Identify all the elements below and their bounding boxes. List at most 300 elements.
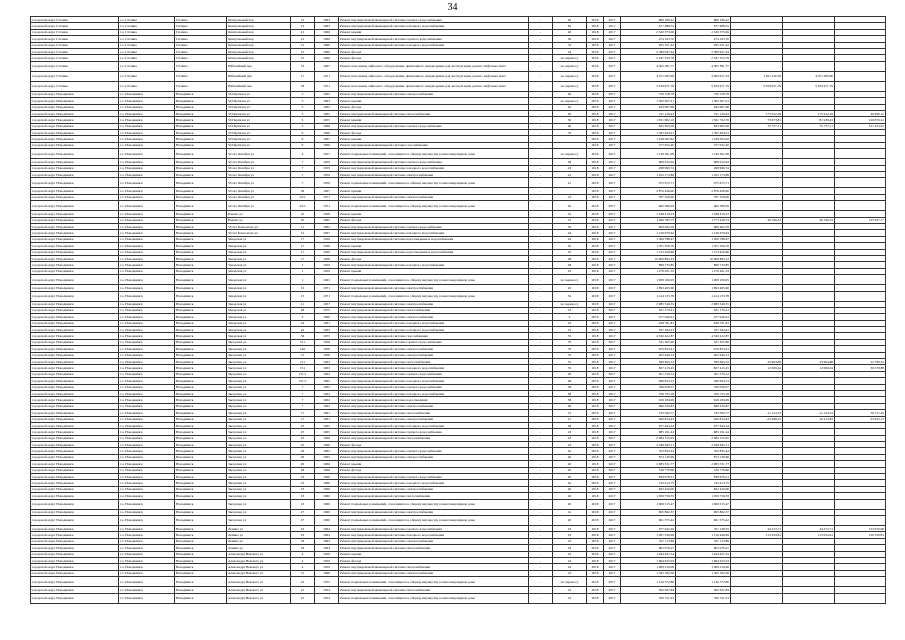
cell-quantity: 55 [553, 359, 587, 365]
cell-settlement: г.о. Новодвинск [119, 509, 175, 515]
cell-settlement: г.о. Новодвинск [119, 467, 175, 473]
cell-quantity: 41 [553, 172, 587, 178]
cell-street: 50 Партизан ул [227, 91, 291, 97]
cell-plan_year: 2018 [587, 352, 604, 358]
cell-unit: - [529, 307, 553, 313]
cell-settlement: г.о. Новодвинск [119, 378, 175, 384]
cell-cost: 787 329,00 [621, 194, 676, 200]
cell-work: Ремонт внутридомовой инженерной системы горячего водоснабжения [339, 384, 529, 390]
cell-work: Ремонт внутридомовой инженерной системы холодного водоснабжения [339, 390, 529, 396]
cell-extra: 30 311,29 [835, 410, 886, 416]
cell-extra: 125 937,77 [835, 217, 886, 223]
cell-work: Ремонт внутридомовой инженерной системы теплоснабжения [339, 564, 529, 570]
cell-year: 1965 [315, 104, 339, 110]
cell-quantity: по переносу [553, 577, 587, 587]
cell-unit: - [529, 29, 553, 35]
cell-year: 1966 [315, 29, 339, 35]
cell-locality: Новодвинск [175, 249, 227, 255]
cell-total: 1 120 572,80 [676, 577, 731, 587]
cell-work: Ремонт внутридомовой инженерной системы электроснабжения [339, 301, 529, 307]
cell-street: Ленина ул [227, 526, 291, 532]
cell-cost: 2 389 947,24 [621, 48, 676, 54]
cell-locality: Новодвинск [175, 301, 227, 307]
cell-house: 29 [291, 461, 315, 467]
cell-year: 1975 [315, 577, 339, 587]
cell-locality: Новодвинск [175, 194, 227, 200]
cell-plan_year: 2018 [587, 410, 604, 416]
cell-settlement: г.о. Гатчина [119, 81, 175, 91]
cell-plan_year: 2018 [587, 416, 604, 422]
cell-year: 1958 [315, 346, 339, 352]
page-number: 34 [447, 2, 458, 13]
cell-street: Александра Невского ул [227, 593, 291, 603]
cell-locality: Новодвинск [175, 159, 227, 165]
cell-done_year: 2017 [604, 397, 621, 403]
cell-house: 5 [291, 104, 315, 110]
cell-municipality: городской округ Новодвинск [31, 422, 119, 428]
cell-municipality: городской округ Гатчина [31, 55, 119, 61]
cell-year: 1961 [315, 320, 339, 326]
cell-street: Заводская ул [227, 301, 291, 307]
cell-quantity: 43 [553, 538, 587, 544]
cell-locality: Новодвинск [175, 291, 227, 301]
cell-year: 1971 [315, 81, 339, 91]
cell-work: Ремонт фасада [339, 442, 529, 448]
cell-done_year: 2017 [604, 509, 621, 515]
cell-work: Ремонт внутридомовой инженерной системы теплоснабжения [339, 493, 529, 499]
cell-done_year: 2017 [604, 71, 621, 81]
cell-plan_year: 2018 [587, 29, 604, 35]
cell-locality: Гатчина [175, 55, 227, 61]
cell-settlement: г.о. Новодвинск [119, 403, 175, 409]
cell-done_year: 2017 [604, 461, 621, 467]
cell-street: Ленина ул [227, 532, 291, 538]
cell-quantity: 43 [553, 545, 587, 551]
cell-municipality: городской округ Новодвинск [31, 397, 119, 403]
cell-work: Ремонт внутридомовой инженерной системы холодного водоснабжения [339, 320, 529, 326]
cell-unit: - [529, 142, 553, 148]
cell-cost: 474 193,70 [621, 36, 676, 42]
cell-locality: Гатчина [175, 36, 227, 42]
cell-year: 1955 [315, 117, 339, 123]
cell-done_year: 2017 [604, 81, 621, 91]
cell-work: Ремонт внутридомовой инженерной системы холодного водоснабжения [339, 327, 529, 333]
cell-year: 1959 [315, 178, 339, 188]
cell-settlement: г.о. Новодвинск [119, 557, 175, 563]
cell-house: 17 [291, 236, 315, 242]
cell-settlement: г.о. Новодвинск [119, 314, 175, 320]
cell-settlement: г.о. Новодвинск [119, 217, 175, 223]
cell-budget: -11 124,53 [783, 410, 835, 416]
cell-municipality: городской округ Новодвинск [31, 545, 119, 551]
cell-unit: - [529, 587, 553, 593]
cell-year: 1968 [315, 570, 339, 576]
cell-work: Ремонт внутридомовой инженерной системы теплоснабжения [339, 410, 529, 416]
cell-total: 277 052,40 [676, 142, 731, 148]
cell-settlement: г.о. Гатчина [119, 61, 175, 71]
cell-year: 1975 [315, 307, 339, 313]
cell-municipality: городской округ Новодвинск [31, 352, 119, 358]
cell-year: 1962 [315, 378, 339, 384]
cell-settlement: г.о. Новодвинск [119, 159, 175, 165]
cell-plan_year: 2018 [587, 61, 604, 71]
cell-unit: - [529, 98, 553, 104]
cell-unit: - [529, 194, 553, 200]
cell-settlement: г.о. Гатчина [119, 42, 175, 48]
cell-locality: Новодвинск [175, 422, 227, 428]
cell-work: Ремонт внутридомовой инженерной системы электроснабжения [339, 570, 529, 576]
cell-done_year: 2017 [604, 36, 621, 42]
cell-total: 3 064 617,54 [676, 71, 731, 81]
cell-year: 1960 [315, 509, 339, 515]
cell-quantity: 41 [553, 178, 587, 188]
cell-unit: - [529, 201, 553, 211]
cell-total: 405 649,14 [676, 352, 731, 358]
cell-settlement: г.о. Гатчина [119, 29, 175, 35]
cell-house: 151 [291, 359, 315, 365]
cell-street: Заводская ул [227, 291, 291, 301]
cell-plan_year: 2018 [587, 48, 604, 54]
cell-cost: 1 306 788,47 [621, 236, 676, 242]
cell-settlement: г.о. Новодвинск [119, 454, 175, 460]
cell-work: Ремонт внутридомовой инженерной системы холодного водоснабжения [339, 422, 529, 428]
cell-street: Александра Невского ул [227, 551, 291, 557]
cell-quantity: 45 [553, 243, 587, 249]
cell-settlement: г.о. Новодвинск [119, 236, 175, 242]
cell-settlement: г.о. Новодвинск [119, 551, 175, 557]
cell-done_year: 2017 [604, 454, 621, 460]
cell-unit: - [529, 81, 553, 91]
cell-work: Ремонт подвальных помещений, относящихся к общему имуществу в многоквартирном доме [339, 275, 529, 285]
cell-done_year: 2017 [604, 211, 621, 217]
cell-cost: 743 592,77 [621, 410, 676, 416]
cell-settlement: г.о. Новодвинск [119, 142, 175, 148]
cell-total: 4 305 381,77 [676, 61, 731, 71]
cell-street: 50 лет Октября ул [227, 201, 291, 211]
cell-quantity: 30 [553, 223, 587, 229]
cell-street: Заводская ул [227, 320, 291, 326]
cell-total: 690 256,87 [676, 403, 731, 409]
cell-plan_year: 2018 [587, 17, 604, 23]
cell-street: Звездочка ул [227, 429, 291, 435]
cell-extra: 130 550,81 [835, 532, 886, 538]
cell-unit: - [529, 359, 553, 365]
cell-unit: - [529, 223, 553, 229]
cell-extra: 22 786,52 [835, 359, 886, 365]
cell-cost: 822 420,00 [621, 486, 676, 492]
cell-done_year: 2017 [604, 410, 621, 416]
cell-plan_year: 2018 [587, 268, 604, 274]
cell-quantity: 23 [553, 526, 587, 532]
cell-budget [783, 577, 835, 587]
cell-fund [731, 178, 783, 188]
cell-year: 1964 [315, 538, 339, 544]
cell-quantity: 58 [553, 390, 587, 396]
cell-unit: - [529, 117, 553, 123]
cell-settlement: г.о. Новодвинск [119, 320, 175, 326]
cell-work: Ремонт внутридомовой инженерной системы холодного водоснабжения [339, 23, 529, 29]
cell-locality: Новодвинск [175, 480, 227, 486]
cell-year: 1963 [315, 365, 339, 371]
cell-work: Ремонт внутридомовой инженерной системы горячего водоснабжения [339, 371, 529, 377]
cell-street: Звездочка ул [227, 390, 291, 396]
cell-quantity: 44 [553, 236, 587, 242]
cell-cost: 1 051 902,16 [621, 117, 676, 123]
cell-street: Звездочка ул [227, 467, 291, 473]
cell-total: 2 049 945,11 [676, 442, 731, 448]
cell-cost: 1 893 465,60 [621, 285, 676, 291]
cell-year: 1965 [315, 91, 339, 97]
cell-year: 1966 [315, 55, 339, 61]
cell-settlement: г.о. Новодвинск [119, 230, 175, 236]
table-row [31, 275, 886, 285]
cell-year: 1971 [315, 285, 339, 291]
cell-quantity: 58 [553, 397, 587, 403]
cell-house: 7 [291, 165, 315, 171]
cell-work: Ремонт внутридомовой инженерной системы холодного водоснабжения [339, 532, 529, 538]
cell-settlement: г.о. Новодвинск [119, 123, 175, 129]
cell-street: Звездочка ул [227, 480, 291, 486]
cell-work: Ремонт фасада [339, 217, 529, 223]
cell-work: Ремонт внутридомовой инженерной системы электроснабжения [339, 538, 529, 544]
cell-unit: - [529, 365, 553, 371]
cell-unit: - [529, 467, 553, 473]
cell-municipality: городской округ Новодвинск [31, 320, 119, 326]
cell-unit: - [529, 390, 553, 396]
cell-year: 1958 [315, 352, 339, 358]
cell-total: 2 084 155,95 [676, 435, 731, 441]
cell-house: 18 [291, 81, 315, 91]
cell-house: 23 [291, 486, 315, 492]
cell-total: 961 575,42 [676, 516, 731, 526]
cell-house: 5 [291, 98, 315, 104]
cell-plan_year: 2018 [587, 98, 604, 104]
cell-settlement: г.о. Новодвинск [119, 538, 175, 544]
cell-work: Ремонт фасада [339, 130, 529, 136]
cell-cost: 766 058,57 [621, 384, 676, 390]
cell-house: 15 [291, 285, 315, 291]
cell-municipality: городской округ Новодвинск [31, 98, 119, 104]
cell-total: 931 179,41 [676, 307, 731, 313]
cell-year: 1966 [315, 442, 339, 448]
cell-cost: 1 664 625,03 [621, 557, 676, 563]
cell-locality: Новодвинск [175, 587, 227, 593]
cell-unit: - [529, 149, 553, 159]
cell-work: Ремонт внутридомовой инженерной системы горячего водоснабжения [339, 36, 529, 42]
cell-locality: Новодвинск [175, 346, 227, 352]
cell-municipality: городской округ Новодвинск [31, 577, 119, 587]
cell-quantity: 20 [553, 201, 587, 211]
cell-total: 295 321,42 [676, 42, 731, 48]
cell-settlement: г.о. Новодвинск [119, 149, 175, 159]
cell-total: 501 576,12 [676, 371, 731, 377]
cell-done_year: 2017 [604, 29, 621, 35]
cell-work: Ремонт фасада [339, 104, 529, 110]
cell-locality: Новодвинск [175, 333, 227, 339]
cell-total: 1 944 447,54 [676, 551, 731, 557]
cell-year: 1961 [315, 410, 339, 416]
cell-locality: Гатчина [175, 29, 227, 35]
cell-quantity: 40 [553, 104, 587, 110]
cell-house: 18 [291, 545, 315, 551]
cell-municipality: городской округ Новодвинск [31, 285, 119, 291]
cell-settlement: г.о. Новодвинск [119, 429, 175, 435]
cell-quantity: 46 [553, 378, 587, 384]
cell-extra [835, 149, 886, 159]
cell-plan_year: 2018 [587, 545, 604, 551]
cell-done_year: 2017 [604, 416, 621, 422]
cell-plan_year: 2018 [587, 557, 604, 563]
cell-done_year: 2017 [604, 55, 621, 61]
cell-locality: Новодвинск [175, 243, 227, 249]
cell-total: 1 009 515,47 [676, 499, 731, 509]
cell-plan_year: 2018 [587, 371, 604, 377]
cell-fund: 46 796,33 [731, 217, 783, 223]
cell-cost: 2 084 155,95 [621, 435, 676, 441]
cell-year: 1971 [315, 291, 339, 301]
cell-settlement: г.о. Новодвинск [119, 499, 175, 509]
cell-house: 15 [291, 570, 315, 576]
table-row [31, 178, 886, 188]
cell-done_year: 2017 [604, 587, 621, 593]
cell-total: 763 835,44 [676, 448, 731, 454]
cell-house: 9 [291, 130, 315, 136]
cell-street: Заводская ул [227, 327, 291, 333]
cell-house: 25 [291, 422, 315, 428]
cell-street: Ленина ул [227, 545, 291, 551]
cell-done_year: 2017 [604, 61, 621, 71]
cell-done_year: 2017 [604, 42, 621, 48]
cell-total: 562 647,84 [676, 587, 731, 593]
cell-done_year: 2017 [604, 104, 621, 110]
cell-done_year: 2017 [604, 123, 621, 129]
cell-done_year: 2017 [604, 165, 621, 171]
cell-work: Ремонт крыши [339, 461, 529, 467]
cell-unit: - [529, 448, 553, 454]
table-row [31, 516, 886, 526]
cell-work: Ремонт внутридомовой инженерной системы горячего водоснабжения [339, 429, 529, 435]
cell-work: Ремонт подвальных помещений, относящихся к общему имуществу в многоквартирном доме [339, 291, 529, 301]
cell-work: Ремонт внутридомовой инженерной системы теплоснабжения [339, 435, 529, 441]
cell-locality: Новодвинск [175, 327, 227, 333]
cell-locality: Новодвинск [175, 149, 227, 159]
cell-unit: - [529, 422, 553, 428]
cell-plan_year: 2018 [587, 188, 604, 194]
cell-settlement: г.о. Новодвинск [119, 545, 175, 551]
cell-done_year: 2017 [604, 301, 621, 307]
cell-settlement: г.о. Новодвинск [119, 359, 175, 365]
cell-plan_year: 2018 [587, 223, 604, 229]
cell-quantity: по переносу [553, 71, 587, 81]
cell-unit: - [529, 320, 553, 326]
cell-street: Звездочка ул [227, 365, 291, 371]
cell-year: 1959 [315, 551, 339, 557]
cell-locality: Новодвинск [175, 352, 227, 358]
cell-year: 1966 [315, 435, 339, 441]
cell-work: Ремонт подвальных помещений, относящихся к общему имуществу в многоквартирном доме [339, 593, 529, 603]
cell-extra [835, 61, 886, 71]
cell-done_year: 2017 [604, 378, 621, 384]
cell-total: 1 279 201,33 [676, 268, 731, 274]
cell-cost: 975 675,71 [621, 178, 676, 188]
cell-locality: Новодвинск [175, 236, 227, 242]
cell-settlement: г.о. Гатчина [119, 71, 175, 81]
cell-locality: Новодвинск [175, 532, 227, 538]
cell-settlement: г.о. Новодвинск [119, 194, 175, 200]
cell-fund: 1 021 220,36 [731, 71, 783, 81]
cell-work: Ремонт внутридомовой инженерной системы холодного водоснабжения [339, 480, 529, 486]
cell-budget: 175 612,29 [783, 110, 835, 116]
cell-house: 1 [291, 275, 315, 285]
cell-unit: - [529, 314, 553, 320]
cell-budget [783, 178, 835, 188]
table-row [31, 201, 886, 211]
cell-house: 9 [291, 136, 315, 142]
cell-municipality: городской округ Новодвинск [31, 223, 119, 229]
cell-locality: Гатчина [175, 42, 227, 48]
cell-budget [783, 275, 835, 285]
cell-municipality: городской округ Новодвинск [31, 188, 119, 194]
cell-year: 1966 [315, 480, 339, 486]
cell-year: 1967 [315, 188, 339, 194]
cell-quantity: 40 [553, 123, 587, 129]
cell-settlement: г.о. Новодвинск [119, 532, 175, 538]
cell-house: 2 [291, 314, 315, 320]
cell-done_year: 2017 [604, 493, 621, 499]
cell-street: 50 лет Октября ул [227, 149, 291, 159]
cell-total: 906 462,59 [676, 223, 731, 229]
cell-settlement: г.о. Новодвинск [119, 136, 175, 142]
cell-quantity: 41 [553, 416, 587, 422]
cell-settlement: г.о. Новодвинск [119, 243, 175, 249]
cell-done_year: 2017 [604, 403, 621, 409]
cell-street: 50 лет Комсомола ул [227, 223, 291, 229]
cell-total: 2 985 549,35 [676, 301, 731, 307]
cell-quantity: 22 [553, 557, 587, 563]
cell-settlement: г.о. Гатчина [119, 36, 175, 42]
cell-quantity: по переносу [553, 61, 587, 71]
cell-municipality: городской округ Новодвинск [31, 211, 119, 217]
cell-total: 569 663,52 [676, 359, 731, 365]
cell-done_year: 2017 [604, 467, 621, 473]
cell-total: 766 058,57 [676, 384, 731, 390]
cell-house: 21 [291, 55, 315, 61]
cell-settlement: г.о. Новодвинск [119, 307, 175, 313]
cell-done_year: 2017 [604, 333, 621, 339]
cell-house: 4 [291, 149, 315, 159]
cell-work: Ремонт внутридомовой инженерной системы электроснабжения [339, 509, 529, 515]
cell-municipality: городской округ Новодвинск [31, 378, 119, 384]
cell-total: 706 733,18 [676, 390, 731, 396]
cell-plan_year: 2018 [587, 403, 604, 409]
cell-work: Ремонт подвальных помещений, относящихся к общему имуществу в многоквартирном доме [339, 577, 529, 587]
cell-year: 1968 [315, 123, 339, 129]
cell-done_year: 2017 [604, 359, 621, 365]
cell-street: Звездочка ул [227, 493, 291, 499]
cell-municipality: городской округ Новодвинск [31, 467, 119, 473]
cell-municipality: городской округ Новодвинск [31, 509, 119, 515]
cell-municipality: городской округ Новодвинск [31, 149, 119, 159]
cell-quantity: 33 [553, 42, 587, 48]
cell-cost: 608 612,63 [621, 159, 676, 165]
cell-total: 4 326 422,87 [676, 333, 731, 339]
cell-settlement: г.о. Новодвинск [119, 268, 175, 274]
cell-plan_year: 2018 [587, 448, 604, 454]
cell-house: 21 [291, 587, 315, 593]
cell-locality: Новодвинск [175, 91, 227, 97]
cell-municipality: городской округ Гатчина [31, 48, 119, 54]
cell-unit: - [529, 499, 553, 509]
